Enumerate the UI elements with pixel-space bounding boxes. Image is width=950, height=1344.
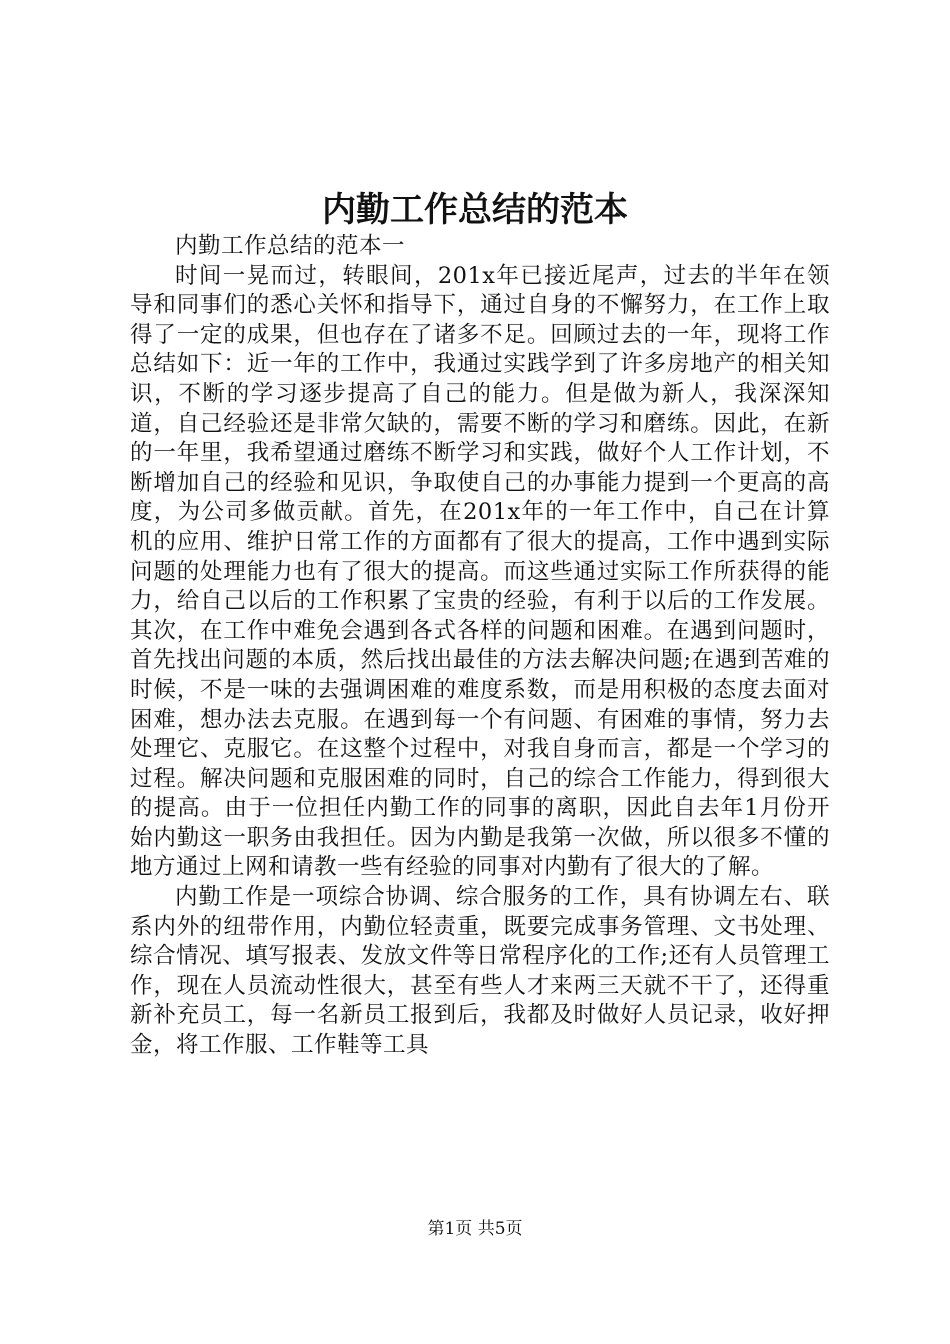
document-body (130, 232, 830, 1061)
paragraph-2: 内勤工作是一项综合协调、综合服务的工作，具有协调左右、联系内外的纽带作用，内勤位轻责重，既要完成事务管理、文书处理、综合情况、填写报表、发放文件等日常程序化的工作;还有人员管理工作，现在人员流动性很大，甚至有些人才来两三天就不干了，还得重新补充员工，每一名新员工报到后，我都及时做好人员记录，收好押金，将工作服、工作鞋等工具 (130, 884, 830, 1059)
page-number-footer: 第1页 共5页 (427, 1219, 523, 1239)
paragraph-subtitle: 内勤工作总结的范本一 (175, 233, 406, 259)
paragraph-1: 时间一晃而过，转眼间，201x年已接近尾声，过去的半年在领导和同事们的悉心关怀和指导下，通过自身的不懈努力，在工作上取得了一定的成果，但也存在了诸多不足。回顾过去的一年，现将工作总结如下：近一年的工作中，我通过实践学到了许多房地产的相关知识，不断的学习逐步提高了自己的能力。但是做为新人，我深深知道，自己经验还是非常欠缺的，需要不断的学习和磨练。因此，在新的一年里，我希望通过磨练不断学习和实践，做好个人工作计划，不断增加自己的经验和见识，争取使自己的办事能力提到一个更高的高度，为公司多做贡献。首先，在201x年的一年工作中，自己在计算机的应用、维护日常工作的方面都有了很大的提高，工作中遇到实际问题的处理能力也有了很大的提高。而这些通过实际工作所获得的能力，给自己以后的工作积累了宝贵的经验，有利于以后的工作发展。其次，在工作中难免会遇到各式各样的问题和困难。在遇到问题时，首先找出问题的本质，然后找出最佳的方法去解决问题;在遇到苦难的时候，不是一味的去强调困难的难度系数，而是用积极的态度去面对困难，想办法去克服。在遇到每一个有问题、有困难的事情，努力去处理它、克服它。在这整个过程中，对我自身而言，都是一个学习的过程。解决问题和克服困难的同时，自己的综合工作能力，得到很大的提高。由于一位担任内勤工作的同事的离职，因此自去年1月份开始内勤这一职务由我担任。因为内勤是我第一次做，所以很多不懂的地方通过上网和请教一些有经验的同事对内勤有了很大的了解。 (130, 262, 830, 881)
document-title: 内勤工作总结的范本 (322, 190, 628, 230)
